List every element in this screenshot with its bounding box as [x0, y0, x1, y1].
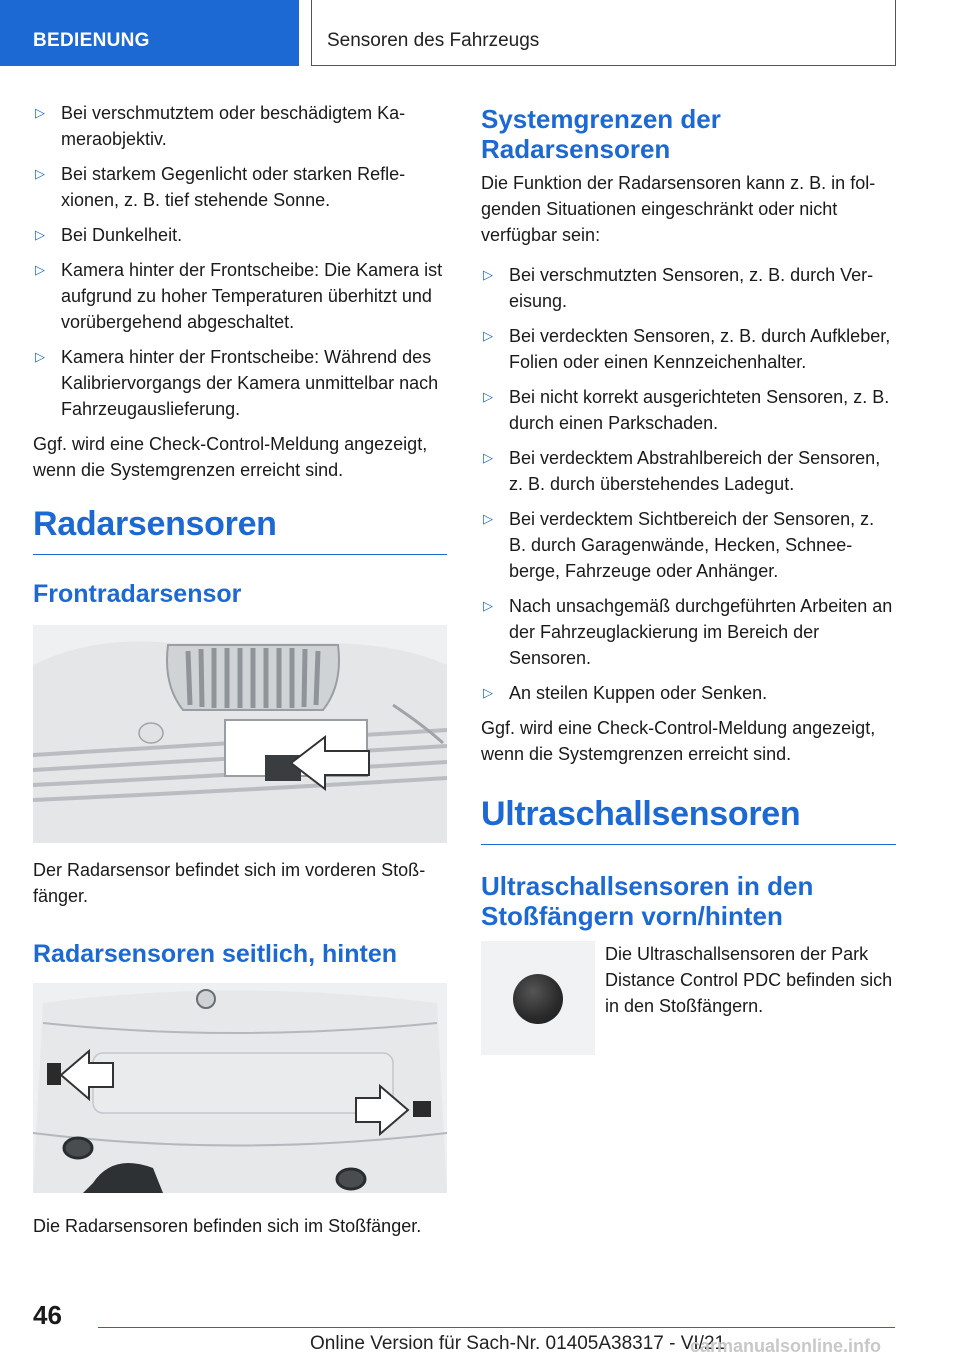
watermark: carmanualsonline.info: [690, 1336, 882, 1356]
triangle-bullet-icon: ▷: [483, 328, 493, 343]
triangle-bullet-icon: ▷: [483, 450, 493, 465]
footer-rule: [98, 1327, 895, 1328]
front-bumper-illustration: [33, 625, 447, 843]
triangle-bullet-icon: ▷: [483, 511, 493, 526]
triangle-bullet-icon: ▷: [35, 262, 45, 277]
front-radar-title: Frontradarsensor: [33, 580, 242, 608]
header-section-tab: BEDIENUNG: [0, 0, 299, 66]
triangle-bullet-icon: ▷: [35, 227, 45, 242]
right-column: [481, 104, 896, 1061]
list-item: ▷ Bei verschmutzten Sensoren, z. B. durch Vereisung.: [481, 262, 896, 314]
check-control-note: Ggf. wird eine Check-Control-Meldung angezeigt, wenn die Systemgrenzen erreicht sind.: [481, 718, 876, 764]
section-title-radar: Radarsensoren: [33, 505, 447, 555]
list-item: ▷ Bei Dunkelheit.: [33, 222, 447, 248]
triangle-bullet-icon: ▷: [483, 685, 493, 700]
front-radar-caption: Der Radarsensor befindet sich im vorderen Stoßfänger.: [33, 860, 426, 906]
check-control-note: Ggf. wird eine Check-Control-Meldung angezeigt, wenn die Systemgrenzen erreicht sind.: [33, 434, 428, 480]
ultrasonic-sensor-icon: [513, 974, 563, 1024]
radar-limits-intro: Die Funktion der Radarsensoren kann z. B. in folgenden Situationen eingeschränkt oder nicht verfügbar sein:: [481, 173, 876, 245]
list-item: ▷ Bei starkem Gegenlicht oder starken Reflexionen, z. B. tief stehende Sonne.: [33, 161, 447, 213]
list-item: ▷ Kamera hinter der Frontscheibe: Während des Kalibriervorgangs der Kamera unmittelbar nach Fahrzeugauslieferung.: [33, 344, 447, 422]
left-column: [33, 100, 447, 1239]
triangle-bullet-icon: ▷: [483, 389, 493, 404]
pdc-sensor-image: [481, 941, 595, 1055]
rear-bumper-illustration: [33, 983, 447, 1193]
list-item: ▷ Kamera hinter der Frontscheibe: Die Kamera ist aufgrund zu hoher Temperaturen überhitzt und vorübergehend abgeschaltet.: [33, 257, 447, 335]
header-chapter-title: Sensoren des Fahrzeugs: [311, 0, 896, 66]
rear-radar-title: Radarsensoren seitlich, hinten: [33, 940, 397, 968]
triangle-bullet-icon: ▷: [35, 166, 45, 181]
triangle-bullet-icon: ▷: [35, 349, 45, 364]
page-number: 46: [33, 1300, 62, 1330]
list-item: ▷ Bei nicht korrekt ausgerichteten Sensoren, z. B. durch einen Parkschaden.: [481, 384, 896, 436]
list-item: ▷ An steilen Kuppen oder Senken.: [481, 680, 896, 706]
pdc-description: Die Ultraschallsensoren der Park Distance Control PDC befinden sich in den Stoßfängern.: [605, 944, 893, 1016]
radar-limits-list: [481, 262, 896, 706]
camera-limits-list: [33, 100, 447, 422]
triangle-bullet-icon: ▷: [35, 105, 45, 120]
radar-limits-title: Systemgrenzen der Radarsensoren: [481, 104, 721, 164]
rear-radar-caption: Die Radarsensoren befinden sich im Stoßfänger.: [33, 1216, 422, 1236]
section-title-ultrasonic: Ultraschallsensoren: [481, 795, 896, 845]
list-item: ▷ Bei verdecktem Abstrahlbereich der Sensoren, z. B. durch überstehendes Ladegut.: [481, 445, 896, 497]
list-item: ▷ Bei verdecktem Sichtbereich der Sensoren, z. B. durch Garagenwände, Hecken, Schneeberge, Fahrzeuge oder Anhänger.: [481, 506, 896, 584]
brand-logo-icon: [197, 990, 215, 1008]
list-item: ▷ Nach unsachgemäß durchgeführten Arbeiten an der Fahrzeuglackierung im Bereich der Sensoren.: [481, 593, 896, 671]
footer-online-version: Online Version für Sach-Nr. 01405A38317 - VI/21: [310, 1333, 726, 1354]
triangle-bullet-icon: ▷: [483, 598, 493, 613]
list-item: ▷ Bei verschmutztem oder beschädigtem Kameraobjektiv.: [33, 100, 447, 152]
list-item: ▷ Bei verdeckten Sensoren, z. B. durch Aufkleber, Folien oder einen Kennzeichenhalter.: [481, 323, 896, 375]
ultrasonic-title: Ultraschallsensoren in den Stoßfängern vorn/hinten: [481, 871, 814, 931]
pdc-block: [481, 941, 896, 1061]
kidney-grille-icon: [167, 645, 339, 710]
triangle-bullet-icon: ▷: [483, 267, 493, 282]
